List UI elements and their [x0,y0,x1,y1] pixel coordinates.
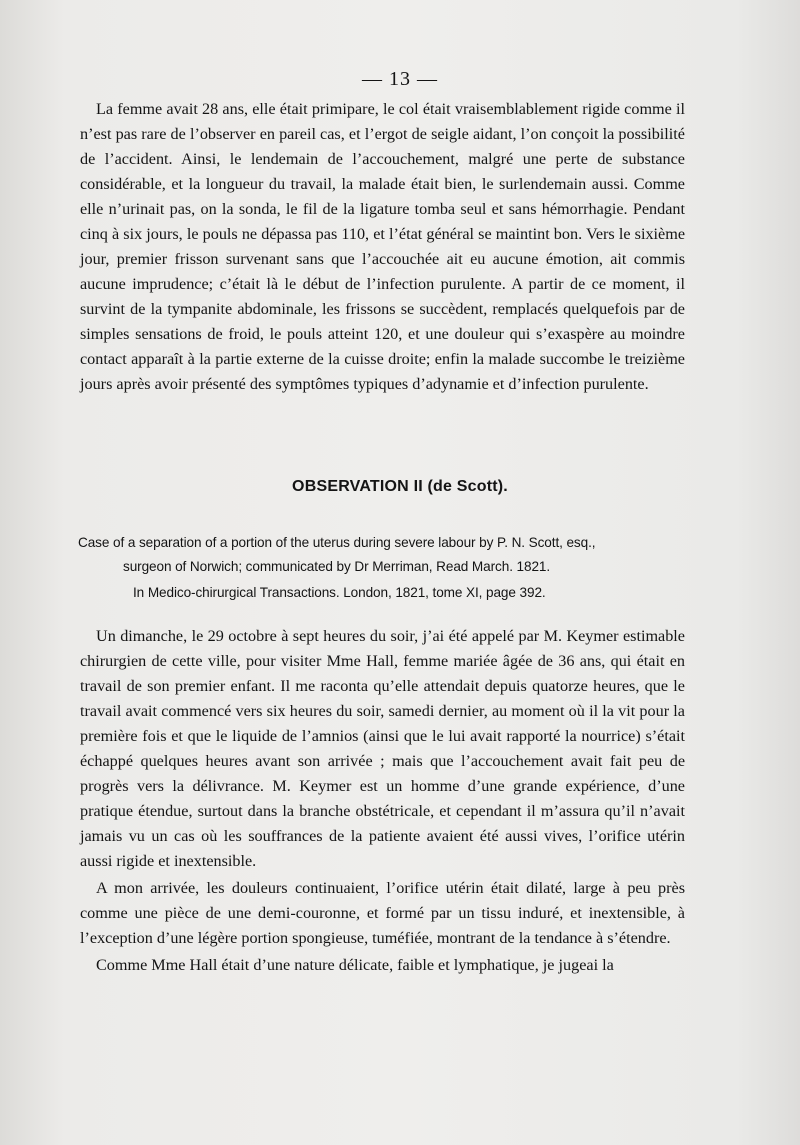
source-line-3: In Medico-chirurgical Transactions. London, 1821, tome XI, page 392. [133,585,546,600]
paragraph-arrival: A mon arrivée, les douleurs continuaient, l’orifice utérin était dilaté, large à peu près comme une pièce de une demi-couronne, et formé par un tissu induré, et inextensible, à l’exception d’une légère portion spongieuse, tuméfiée, montrant de la tendance à s’étendre. [80,879,685,947]
text-block-top [80,97,685,397]
source-line-2: surgeon of Norwich; communicated by Dr Merriman, Read March. 1821. [123,559,551,574]
page-number: — 13 — [362,68,438,90]
paragraph-observation-intro: Un dimanche, le 29 octobre à sept heures du soir, j’ai été appelé par M. Keymer estimable chirurgien de cette ville, pour visiter Mme Hall, femme mariée âgée de 36 ans, qui était en travail de son premier enfant. Il me raconta qu’elle attendait depuis quatorze heures, que le travail avait commencé vers six heures du soir, samedi dernier, au moment où il la vit pour la première fois et que le liquide de l’amnios (ainsi que le lui avait rapporté la nourrice) s’était échappé quelques heures avant son arrivée ; mais que l’accouchement avait fait peu de progrès vers la délivrance. M. Keymer est un homme d’une grande expérience, d’une pratique étendue, surtout dans la branche obstétricale, et cependant il m’assura qu’il n’avait jamais vu un cas où les souffrances de la patiente avaient été aussi vives, l’orifice utérin aussi rigide et inextensible. [80,627,685,870]
source-line-1: Case of a separation of a portion of the uterus during severe labour by P. N. Scott, esq., [78,535,596,550]
observation-heading: OBSERVATION II (de Scott). [292,478,508,495]
text-block-observation [80,624,685,978]
paragraph-continuation: Comme Mme Hall était d’une nature délicate, faible et lymphatique, je jugeai la [96,956,614,974]
source-citation [78,531,688,605]
paragraph-case-conclusion: La femme avait 28 ans, elle était primipare, le col était vraisemblablement rigide comme il n’est pas rare de l’observer en pareil cas, et l’ergot de seigle aidant, l’on conçoit la possibilité de l’accident. Ainsi, le lendemain de l’accouchement, malgré une perte de substance considérable, et la longueur du travail, la malade était bien, le surlendemain aussi. Comme elle n’urinait pas, on la sonda, le fil de la ligature tomba seul et sans hémorrhagie. Pendant cinq à six jours, le pouls ne dépassa pas 110, et l’état général se maintint bon. Vers le sixième jour, premier frisson survenant sans que l’accouchée ait eu aucune émotion, ait commis aucune imprudence; c’était là le début de l’infection purulente. A partir de ce moment, il survint de la tympanite abdominale, les frissons se succèdent, remplacés quelquefois par de simples sensations de froid, le pouls atteint 120, et une douleur qui s’exaspère au moindre contact apparaît à la partie externe de la cuisse droite; enfin la malade succombe le treizième jours après avoir présenté des symptômes typiques d’adynamie et d’infection purulente. [80,100,685,393]
